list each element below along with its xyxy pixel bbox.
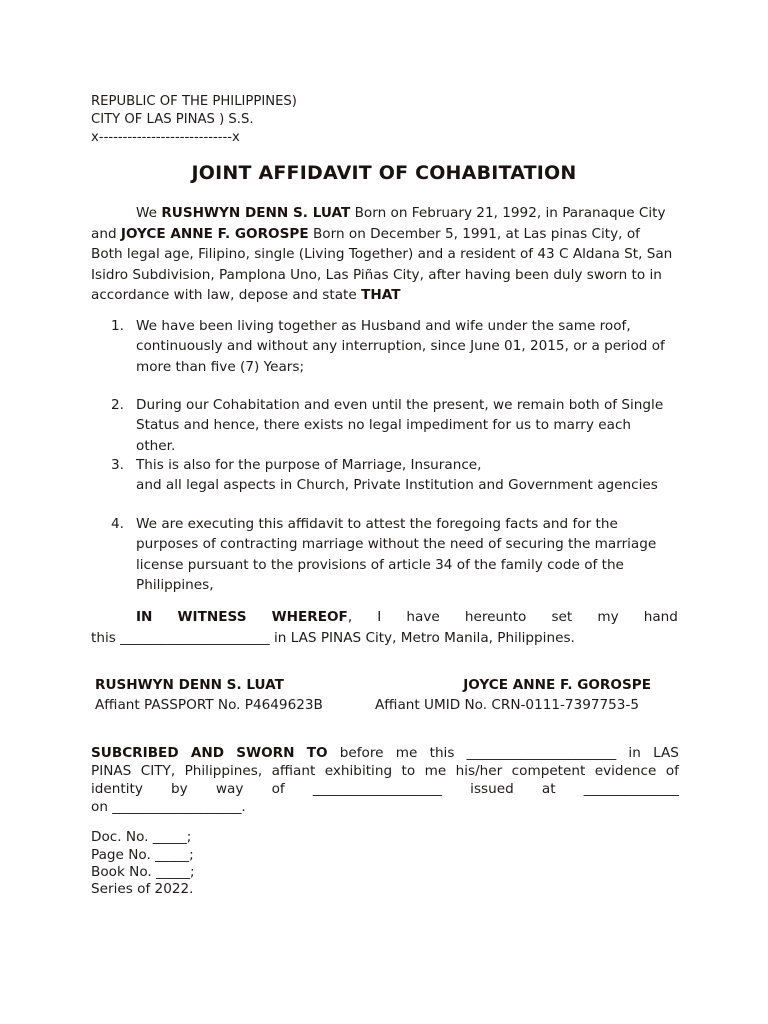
- jurat-word: way: [215, 781, 244, 797]
- witness-word: my: [597, 609, 619, 625]
- jurat-word: issued: [470, 781, 514, 797]
- list-item-number: 2.: [111, 397, 124, 413]
- jurat-line-4: on ___________________.: [91, 799, 246, 815]
- jurat-word: affiant: [271, 763, 316, 779]
- jurat-word: ___________________: [312, 781, 442, 797]
- witness-word: I: [377, 609, 382, 625]
- jurat-word: ______________________: [466, 745, 617, 761]
- witness-word: have: [406, 609, 440, 625]
- intro-paragraph: [91, 203, 673, 306]
- witness-word: hereunto: [464, 609, 527, 625]
- list-item-number: 4.: [111, 516, 124, 532]
- witness-word: IN: [136, 609, 153, 625]
- intro-text-2: Born on December 5, 1991, at Las pinas City, of Both legal age, Filipino, single (Living Together) and a resident of 43 C Aldana St, San Isidro Subdivision, Pamplona Uno, Las Piñas City, after having been duly sworn to in accordance with law, depose and state: [91, 225, 673, 304]
- witness-word: WITNESS: [177, 609, 247, 625]
- witness-word: set: [551, 609, 573, 625]
- witness-line-2: this ______________________ in LAS PINAS City, Metro Manila, Philippines.: [91, 629, 575, 646]
- jurat-word: Philippines,: [184, 763, 263, 779]
- jurat-word: at: [541, 781, 556, 797]
- list-item-3-line-2: and all legal aspects in Church, Private Institution and Government agencies: [136, 477, 658, 494]
- jurat-clause: [91, 744, 679, 816]
- affiant-name-2: JOYCE ANNE F. GOROSPE: [120, 225, 309, 242]
- signatory-left-id: Affiant PASSPORT No. P4649623B: [95, 696, 323, 713]
- jurat-word: me: [395, 745, 418, 761]
- jurat-word: me: [424, 763, 447, 779]
- witness-comma: ,: [347, 609, 353, 625]
- signatory-right: [375, 676, 651, 715]
- document-title: JOINT AFFIDAVIT OF COHABITATION: [191, 162, 577, 184]
- jurat-word: LAS: [653, 745, 679, 761]
- jurat-word: in: [628, 745, 641, 761]
- witness-line-1: [91, 607, 678, 628]
- signatory-right-name: JOYCE ANNE F. GOROSPE: [463, 677, 651, 693]
- jurat-word: this: [429, 745, 455, 761]
- list-item-text: We have been living together as Husband and wife under the same roof, continuously and without any interruption, since June 01, 2015, or a period of more than five (7) Years;: [136, 318, 665, 375]
- list-item-text: [136, 455, 673, 496]
- notary-page-no: Page No. _____;: [91, 847, 194, 863]
- signatory-left: [95, 676, 323, 715]
- list-item-text: During our Cohabitation and even until the present, we remain both of Single Status and hence, there exists no legal impediment for us to marry each other.: [136, 397, 664, 454]
- witness-word: [272, 607, 353, 628]
- jurat-word: by: [171, 781, 188, 797]
- jurat-word: SWORN: [236, 745, 295, 761]
- witness-whereof: WHEREOF: [271, 609, 348, 625]
- jurat-word: evidence: [594, 763, 657, 779]
- jurat-word: SUBCRIBED: [91, 745, 179, 761]
- caption-separator: x----------------------------x: [91, 130, 240, 145]
- caption-republic: REPUBLIC OF THE PHILIPPINES): [91, 94, 297, 109]
- jurat-word: competent: [511, 763, 586, 779]
- jurat-line-2: [91, 762, 679, 780]
- caption-city: CITY OF LAS PINAS ) S.S.: [91, 112, 254, 127]
- intro-text-1: Born on February 21, 1992, in Paranaque City and: [91, 205, 666, 242]
- witness-clause: [91, 607, 678, 648]
- notary-book-no: Book No. _____;: [91, 864, 195, 880]
- signatory-left-name: RUSHWYN DENN S. LUAT: [95, 677, 284, 693]
- list-item-number: 1.: [111, 318, 124, 334]
- jurat-word: identity: [91, 781, 143, 797]
- witness-word: hand: [643, 609, 678, 625]
- list-item-3-line-1: This is also for the purpose of Marriage, Insurance,: [136, 457, 482, 473]
- jurat-word: of: [271, 781, 285, 797]
- notary-series: Series of 2022.: [91, 881, 194, 897]
- list-item-text: We are executing this affidavit to attest the foregoing facts and for the purposes of contracting marriage without the need of securing the marriage license pursuant to the provisions of article 34 of the family code of the Philippines,: [136, 516, 657, 593]
- affiant-name-1: RUSHWYN DENN S. LUAT: [161, 205, 351, 221]
- jurat-word: TO: [306, 745, 328, 761]
- jurat-word: of: [665, 763, 679, 779]
- intro-we: We: [136, 205, 162, 221]
- jurat-word: exhibiting: [324, 763, 393, 779]
- jurat-word: his/her: [455, 763, 503, 779]
- jurat-line-3: [91, 780, 679, 798]
- jurat-word: CITY,: [140, 763, 176, 779]
- notary-doc-no: Doc. No. _____;: [91, 829, 192, 845]
- jurat-word: before: [339, 745, 384, 761]
- jurat-word: ______________: [583, 781, 679, 797]
- jurat-line-1: [91, 744, 679, 762]
- jurat-word: PINAS: [91, 763, 132, 779]
- jurat-word: AND: [190, 745, 225, 761]
- list-item-number: 3.: [111, 457, 124, 473]
- signatory-right-id: Affiant UMID No. CRN-0111-7397753-5: [375, 696, 640, 713]
- jurat-word: to: [401, 763, 416, 779]
- intro-that: THAT: [361, 287, 401, 304]
